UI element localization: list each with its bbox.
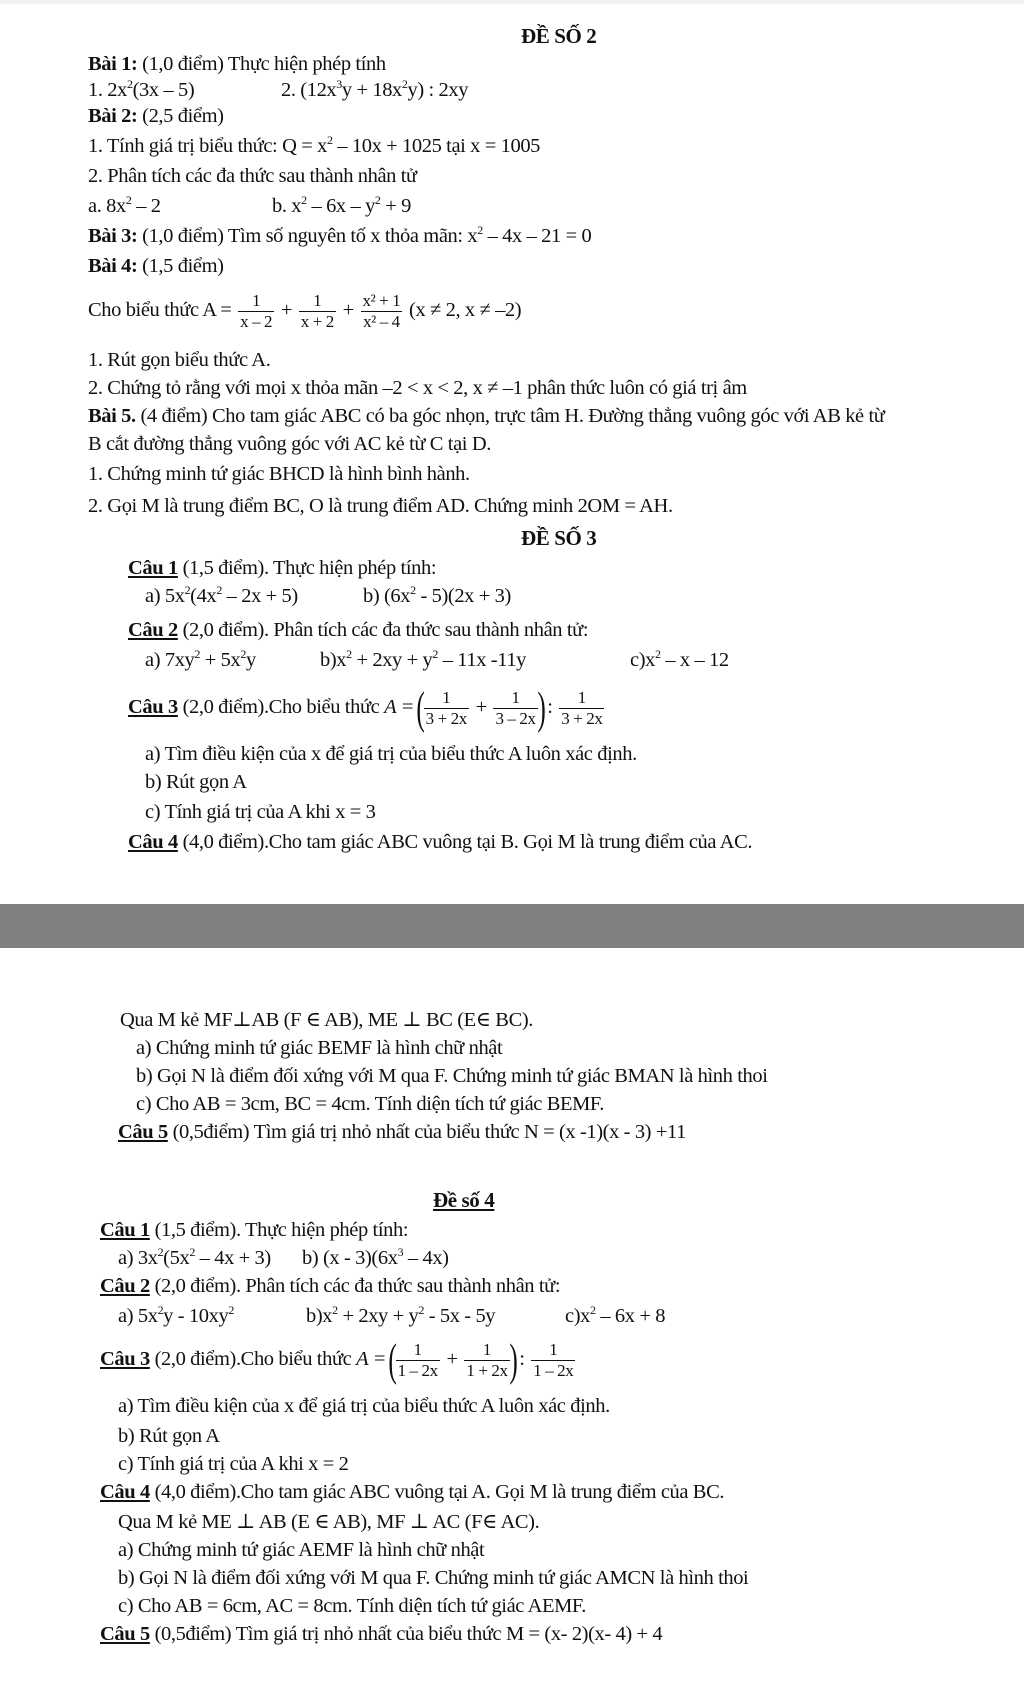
de4-cau4: Câu 4 (4,0 điểm).Cho tam giác ABC vuông tại A. Gọi M là trung điểm của BC.	[100, 1481, 725, 1503]
bai5-q2: 2. Gọi M là trung điểm BC, O là trung điểm AD. Chứng minh 2OM = AH.	[88, 495, 673, 517]
de3-cau2-a: a) $7xy^2 + 5x^2y$	[145, 647, 256, 671]
bai2-q1: 1. Tính giá trị biểu thức: $Q = x^2 - 10x + 1025$ tại x = 1005	[88, 133, 541, 157]
de4-cau5: Câu 5 (0,5điểm) Tìm giá trị nhỏ nhất của biểu thức M = (x- 2)(x- 4) + 4	[100, 1623, 663, 1645]
bai2-q2: 2. Phân tích các đa thức sau thành nhân tử	[88, 165, 417, 187]
de4-cau1-heading: Câu 1 (1,5 điểm). Thực hiện phép tính:	[100, 1219, 409, 1241]
de4-cau1-a: a) $3x^2(5x^2 - 4x + 3)$	[118, 1245, 271, 1269]
de3-cau2-c: $c)x^2$ – x – 12	[630, 647, 729, 671]
de3-cau1-a: a) $5x^2(4x^2 - 2x + 5)$	[145, 583, 298, 607]
bai5-line2: B cắt đường thẳng vuông góc với AC kẻ từ C tại D.	[88, 433, 491, 455]
de3-cau1-b: b) $(6x^2 - 5)(2x + 3)$	[363, 583, 511, 607]
bai5-line1: Bài 5. (4 điểm) Cho tam giác ABC có ba góc nhọn, trực tâm H. Đường thẳng vuông góc với AB kẻ từ	[88, 405, 885, 427]
de4-title: Đề số 4	[433, 1188, 495, 1212]
bai4-q1: 1. Rút gọn biểu thức A.	[88, 349, 271, 371]
bai2-b: b. $x^2 - 6x - y^2 + 9$	[272, 193, 411, 217]
de3-cau1-heading: Câu 1 (1,5 điểm). Thực hiện phép tính:	[128, 557, 437, 579]
bai4-expression: Cho biểu thức A = $\frac{1}{x - 2}$ + $\frac{1}{x + 2}$ + $\frac{\text{x² + 1}}{\text{x² – 4}}$ (x ≠ 2, x ≠ –2)	[88, 290, 522, 331]
de4-cau1-b: b) $(x - 3)(6x^3 - 4x)$	[302, 1245, 449, 1269]
cont-b: b) Gọi N là điểm đối xứng với M qua F. Chứng minh tứ giác BMAN là hình thoi	[136, 1065, 768, 1087]
cont-c: c) Cho AB = 3cm, BC = 4cm. Tính diện tích tứ giác BEMF.	[136, 1093, 605, 1115]
bai5-q1: 1. Chứng minh tứ giác BHCD là hình bình hành.	[88, 463, 470, 485]
bai2-a: a. $8x^2 - 2$	[88, 193, 161, 217]
top-strip	[0, 0, 1024, 4]
de3-cau3-expression: Câu 3 (2,0 điểm).Cho biểu thức A = ( $\frac{1}{3 + 2x}$ + $\frac{1}{3 - 2x}$ ) : $\frac{1}{3 + 2x}$	[128, 682, 603, 734]
bai1-item1: 1. $2x^2(3x - 5)$	[88, 77, 195, 101]
de3-cau5: Câu 5 (0,5điểm) Tìm giá trị nhỏ nhất của biểu thức N = (x -1)(x - 3) +11	[118, 1121, 686, 1143]
bai1-heading: Bài 1: (1,0 điểm) Thực hiện phép tính	[88, 53, 386, 75]
de4-cau3-b: b) Rút gọn A	[118, 1425, 220, 1447]
de4-cau2-b: $b)x^2 + 2xy + y^2 - 5x - 5y$	[306, 1303, 496, 1327]
de3-cau2-b: $b)x^2 + 2xy + y^2 - 11x$ -11y	[320, 647, 527, 671]
de4-cau2-c: $c)x^2 - 6x + 8$	[565, 1303, 666, 1327]
de3-cau3-a: a) Tìm điều kiện của x để giá trị của biểu thức A luôn xác định.	[145, 743, 637, 765]
page-divider	[0, 904, 1024, 948]
de4-cau4-a: a) Chứng minh tứ giác AEMF là hình chữ nhật	[118, 1539, 485, 1561]
cont-line1: Qua M kẻ MF⊥AB (F ∈ AB), ME ⊥ BC (E∈ BC).	[120, 1009, 533, 1031]
de3-title: ĐỀ SỐ 3	[521, 526, 597, 550]
de4-cau3-a: a) Tìm điều kiện của x để giá trị của biểu thức A luôn xác định.	[118, 1395, 610, 1417]
de3-cau3-c: c) Tính giá trị của A khi x = 3	[145, 801, 376, 823]
de4-cau4-line1: Qua M kẻ ME ⊥ AB (E ∈ AB), MF ⊥ AC (F∈ AC).	[118, 1511, 540, 1533]
cont-a: a) Chứng minh tứ giác BEMF là hình chữ nhật	[136, 1037, 503, 1059]
bai4-heading: Bài 4: (1,5 điểm)	[88, 255, 224, 277]
de2-title: ĐỀ SỐ 2	[521, 24, 597, 48]
de4-cau3-c: c) Tính giá trị của A khi x = 2	[118, 1453, 349, 1475]
de4-cau2-heading: Câu 2 (2,0 điểm). Phân tích các đa thức sau thành nhân tử:	[100, 1275, 561, 1297]
de3-cau4: Câu 4 (4,0 điểm).Cho tam giác ABC vuông tại B. Gọi M là trung điểm của AC.	[128, 831, 753, 853]
de3-cau3-b: b) Rút gọn A	[145, 771, 247, 793]
bai3: Bài 3: (1,0 điểm) Tìm số nguyên tố x thỏa mãn: $x^2 - 4x - 21 = 0$	[88, 223, 592, 247]
de4-cau3-expression: Câu 3 (2,0 điểm).Cho biểu thức A = ( $\frac{1}{1 - 2x}$ + $\frac{1}{1 + 2x}$ ) : $\frac{1}{1 - 2x}$	[100, 1334, 574, 1386]
bai1-item2: 2. $(12x^3y + 18x^2y)$ : 2xy	[281, 77, 469, 101]
bai4-q2: 2. Chứng tỏ rằng với mọi x thỏa mãn –2 < x < 2, x ≠ –1 phân thức luôn có giá trị âm	[88, 377, 747, 399]
de4-cau4-b: b) Gọi N là điểm đối xứng với M qua F. Chứng minh tứ giác AMCN là hình thoi	[118, 1567, 749, 1589]
de4-cau4-c: c) Cho AB = 6cm, AC = 8cm. Tính diện tích tứ giác AEMF.	[118, 1595, 587, 1617]
de4-cau2-a: a) $5x^2y - 10xy^2$	[118, 1303, 234, 1327]
de3-cau2-heading: Câu 2 (2,0 điểm). Phân tích các đa thức sau thành nhân tử:	[128, 619, 589, 641]
bai2-heading: Bài 2: (2,5 điểm)	[88, 105, 224, 127]
